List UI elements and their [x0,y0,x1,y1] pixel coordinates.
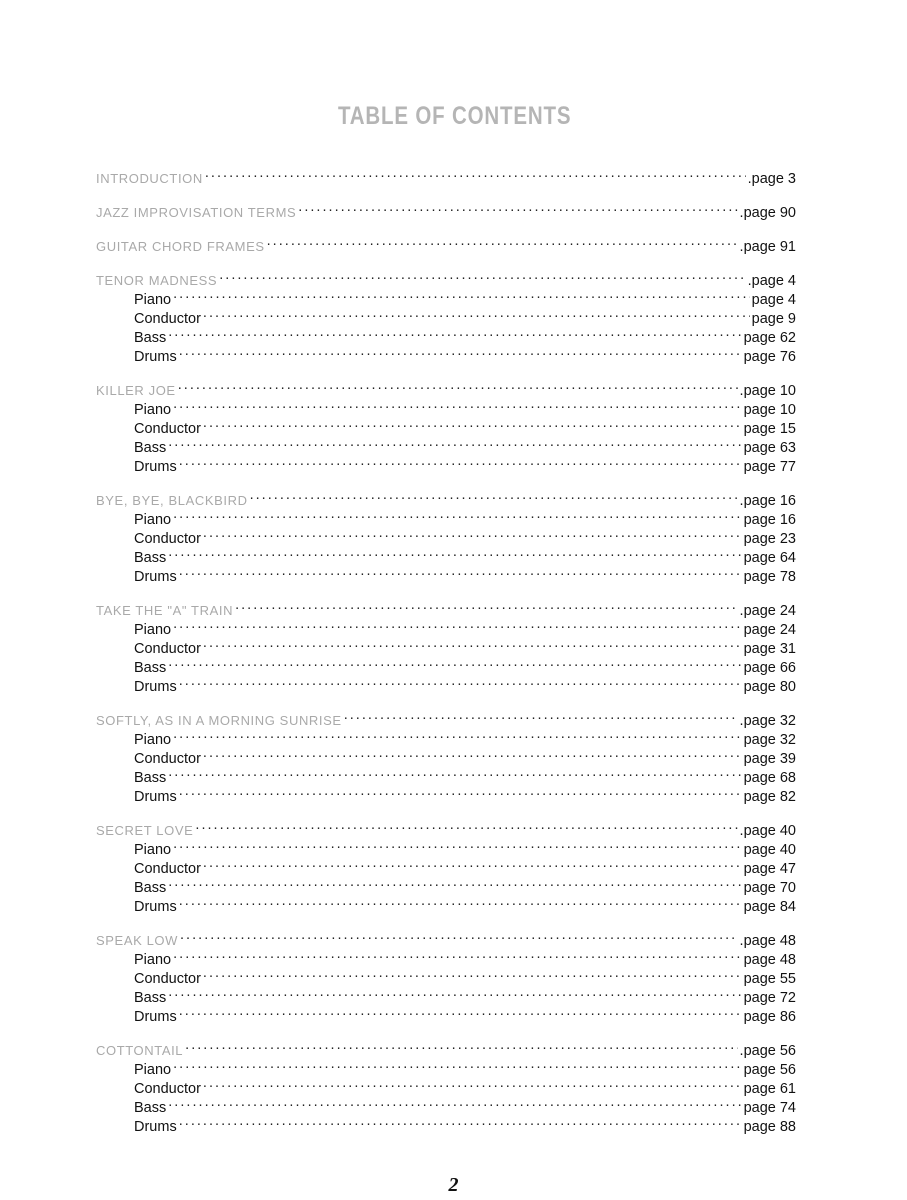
part-label: Piano [134,1062,172,1078]
part-label: Drums [134,789,177,805]
dot-leader [203,744,742,763]
part-label: Conductor [134,421,201,437]
dot-leader [168,433,741,452]
part-label: Drums [134,1119,177,1135]
part-page: page 72 [743,990,796,1006]
dot-leader [203,304,750,323]
dot-leader [179,1002,742,1021]
dot-leader [203,414,742,433]
toc-section-bye-bye-blackbird [96,486,796,585]
part-label: Conductor [134,531,201,547]
part-label: Drums [134,899,177,915]
part-page: page 68 [743,770,796,786]
part-page: page 64 [743,550,796,566]
part-page: page 16 [743,512,796,528]
toc-section-softly-as-in-a-morning-sunrise [96,706,796,805]
dot-leader [168,983,741,1002]
part-entry[interactable] [96,323,796,346]
section-page: .page 40 [739,823,796,839]
dot-leader [203,634,742,653]
part-page: page 9 [751,311,796,327]
part-entry[interactable] [96,562,796,585]
part-entry[interactable] [96,342,796,365]
part-page: page 15 [743,421,796,437]
dot-leader [179,1112,742,1131]
part-entry[interactable] [96,725,796,748]
part-label: Piano [134,402,172,418]
part-label: Bass [134,990,167,1006]
dot-leader [173,615,741,634]
part-label: Conductor [134,1081,201,1097]
dot-leader [179,452,742,471]
part-page: page 55 [743,971,796,987]
dot-leader [173,945,741,964]
part-label: Bass [134,880,167,896]
dot-leader [168,1093,741,1112]
part-entry[interactable] [96,1055,796,1078]
part-label: Conductor [134,751,201,767]
part-entry[interactable] [96,945,796,968]
section-title: SPEAK LOW [96,933,178,948]
part-label: Piano [134,842,172,858]
section-title: TAKE THE "A" TRAIN [96,603,234,618]
part-page: page 62 [743,330,796,346]
dot-leader [179,342,742,361]
toc-entry-page: .page 90 [739,205,796,221]
part-label: Bass [134,660,167,676]
dot-leader [168,763,741,782]
section-title: TENOR MADNESS [96,273,218,288]
section-title: BYE, BYE, BLACKBIRD [96,493,248,508]
part-entry[interactable] [96,782,796,805]
dot-leader [168,323,741,342]
part-page: page 80 [743,679,796,695]
dot-leader [235,596,737,615]
toc-entry-label: JAZZ IMPROVISATION TERMS [96,205,297,220]
dot-leader [173,1055,741,1074]
part-entry[interactable] [96,1002,796,1025]
part-entry[interactable] [96,634,796,657]
part-label: Bass [134,440,167,456]
part-page: page 76 [743,349,796,365]
part-label: Piano [134,952,172,968]
part-label: Drums [134,459,177,475]
part-label: Conductor [134,971,201,987]
part-label: Drums [134,349,177,365]
dot-leader [203,1074,742,1093]
part-page: page 10 [743,402,796,418]
part-label: Piano [134,732,172,748]
dot-leader [179,782,742,801]
dot-leader [168,653,741,672]
part-entry[interactable] [96,395,796,418]
part-entry[interactable] [96,1093,796,1116]
dot-leader [205,164,746,183]
part-entry[interactable] [96,433,796,456]
toc-entry-label: INTRODUCTION [96,171,203,186]
part-label: Drums [134,1009,177,1025]
part-page: page 78 [743,569,796,585]
part-entry[interactable] [96,892,796,915]
part-label: Drums [134,569,177,585]
dot-leader [179,892,742,911]
part-label: Piano [134,622,172,638]
part-page: page 86 [743,1009,796,1025]
part-page: page 4 [751,292,796,308]
section-page: .page 32 [739,713,796,729]
part-label: Conductor [134,861,201,877]
part-label: Bass [134,550,167,566]
dot-leader [203,964,742,983]
part-label: Piano [134,512,172,528]
part-entry[interactable] [96,304,796,327]
dot-leader [267,232,738,251]
part-label: Drums [134,679,177,695]
part-label: Bass [134,770,167,786]
section-title: KILLER JOE [96,383,176,398]
part-page: page 32 [743,732,796,748]
toc-entry-page: .page 3 [747,171,796,187]
dot-leader [173,835,741,854]
dot-leader [179,672,742,691]
toc-section-cottontail [96,1036,796,1135]
part-page: page 24 [743,622,796,638]
part-entry[interactable] [96,744,796,767]
section-heading[interactable] [96,376,796,399]
dot-leader [173,395,741,414]
dot-leader [179,562,742,581]
dot-leader [180,926,738,945]
toc-section-take-the-a-train [96,596,796,695]
part-entry[interactable] [96,653,796,676]
part-page: page 88 [743,1119,796,1135]
dot-leader [173,725,741,744]
part-page: page 74 [743,1100,796,1116]
part-entry[interactable] [96,672,796,695]
part-entry[interactable] [96,1112,796,1135]
part-page: page 39 [743,751,796,767]
dot-leader [178,376,738,395]
part-entry[interactable] [96,452,796,475]
section-heading[interactable] [96,266,796,289]
section-title: COTTONTAIL [96,1043,184,1058]
dot-leader [219,266,745,285]
dot-leader [250,486,738,505]
section-page: .page 24 [739,603,796,619]
section-page: .page 4 [747,273,796,289]
section-heading[interactable] [96,706,796,729]
section-heading[interactable] [96,486,796,509]
part-label: Bass [134,330,167,346]
part-entry[interactable] [96,414,796,437]
toc-section-secret-love [96,816,796,915]
part-entry[interactable] [96,763,796,786]
part-page: page 31 [743,641,796,657]
part-entry[interactable] [96,854,796,877]
section-page: .page 10 [739,383,796,399]
dot-leader [344,706,738,725]
dot-leader [173,505,741,524]
part-entry[interactable] [96,983,796,1006]
section-heading[interactable] [96,926,796,949]
part-page: page 47 [743,861,796,877]
toc-entry-introduction[interactable] [96,164,796,187]
table-of-contents [96,164,796,1146]
dot-leader [298,198,737,217]
toc-section-tenor-madness [96,266,796,365]
part-page: page 82 [743,789,796,805]
toc-entry-page: .page 91 [739,239,796,255]
part-page: page 70 [743,880,796,896]
toc-section-speak-low [96,926,796,1025]
part-page: page 56 [743,1062,796,1078]
part-page: page 66 [743,660,796,676]
part-page: page 40 [743,842,796,858]
part-page: page 23 [743,531,796,547]
section-heading[interactable] [96,596,796,619]
dot-leader [203,854,742,873]
part-entry[interactable] [96,615,796,638]
toc-entry-label: GUITAR CHORD FRAMES [96,239,265,254]
part-page: page 61 [743,1081,796,1097]
part-entry[interactable] [96,543,796,566]
section-heading[interactable] [96,1036,796,1059]
part-entry[interactable] [96,505,796,528]
page-title: TABLE OF CONTENTS [337,102,572,130]
dot-leader [203,524,742,543]
part-label: Piano [134,292,172,308]
section-title: SECRET LOVE [96,823,194,838]
part-label: Conductor [134,641,201,657]
dot-leader [195,816,737,835]
section-title: SOFTLY, AS IN A MORNING SUNRISE [96,713,342,728]
part-entry[interactable] [96,1074,796,1097]
part-page: page 63 [743,440,796,456]
dot-leader [168,873,741,892]
part-entry[interactable] [96,835,796,858]
toc-entry-jazz-improvisation-terms[interactable] [96,198,796,221]
part-label: Conductor [134,311,201,327]
part-label: Bass [134,1100,167,1116]
part-entry[interactable] [96,285,796,308]
page-number: 2 [448,1174,459,1196]
part-entry[interactable] [96,524,796,547]
part-entry[interactable] [96,964,796,987]
dot-leader [168,543,741,562]
dot-leader [173,285,750,304]
section-page: .page 48 [739,933,796,949]
toc-section-killer-joe [96,376,796,475]
section-heading[interactable] [96,816,796,839]
part-page: page 48 [743,952,796,968]
section-page: .page 56 [739,1043,796,1059]
toc-entry-guitar-chord-frames[interactable] [96,232,796,255]
dot-leader [185,1036,737,1055]
section-page: .page 16 [739,493,796,509]
part-page: page 84 [743,899,796,915]
part-page: page 77 [743,459,796,475]
part-entry[interactable] [96,873,796,896]
